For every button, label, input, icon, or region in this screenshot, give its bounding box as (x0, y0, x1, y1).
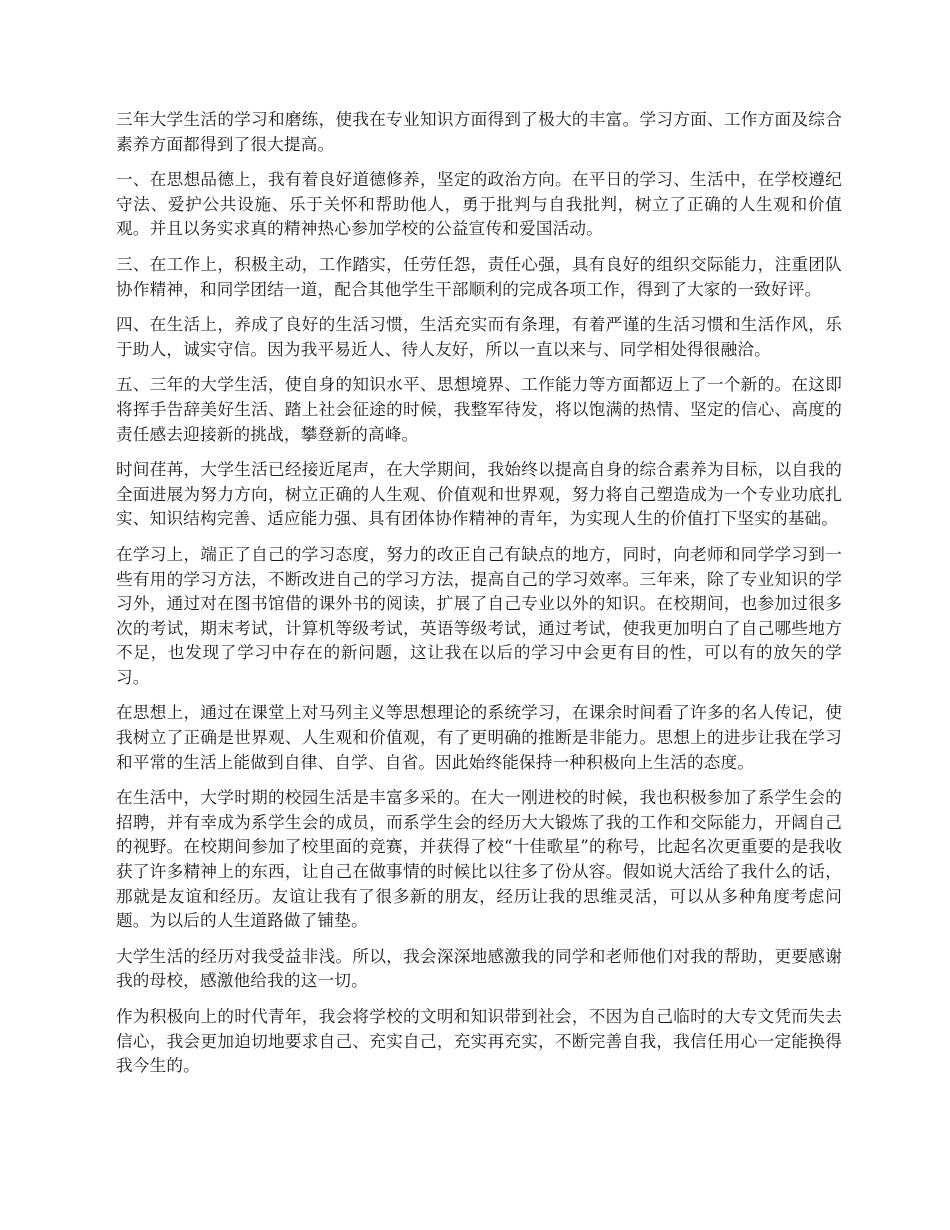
paragraph-work: 三、在工作上，积极主动，工作踏实，任劳任怨，责任心强，具有良好的组织交际能力，注重团队协作精神，和同学团结一道，配合其他学生干部顺利的完成各项工作，得到了大家的一致好评。 (116, 254, 842, 299)
paragraph-morality: 一、在思想品德上，我有着良好道德修养，坚定的政治方向。在平日的学习、生活中，在学校遵纪守法、爱护公共设施、乐于关怀和帮助他人，勇于批判与自我批判，树立了正确的人生观和价值观。并且以务实求真的精神热心参加学校的公益宣传和爱国活动。 (116, 170, 842, 239)
paragraph-life: 四、在生活上，养成了良好的生活习惯，生活充实而有条理，有着严谨的生活习惯和生活作风，乐于助人，诚实守信。因为我平易近人、待人友好，所以一直以来与、同学相处得很融洽。 (116, 315, 842, 359)
document-body (116, 108, 842, 1090)
paragraph-campus-life: 在生活中，大学时期的校园生活是丰富多采的。在大一刚进校的时候，我也积极参加了系学生会的招聘，并有幸成为系学生会的成员，而系学生会的经历大大锻炼了我的工作和交际能力，开阔自己的视野。在校期间参加了校里面的竞赛，并获得了校“十佳歌星”的称号，比起名次更重要的是我收获了许多精神上的东西，让自己在做事情的时候比以往多了份从容。假如说大活给了我什么的话，那就是友谊和经历。友谊让我有了很多新的朋友，经历让我的思维灵活，可以从多种角度考虑问题。为以后的人生道路做了铺垫。 (116, 788, 842, 931)
paragraph-gratitude: 大学生活的经历对我受益非浅。所以，我会深深地感激我的同学和老师他们对我的帮助，更要感谢我的母校，感激他给我的这一切。 (116, 946, 842, 991)
paragraph-time: 时间荏苒，大学生活已经接近尾声，在大学期间，我始终以提高自身的综合素养为目标，以自我的全面进展为努力方向，树立正确的人生观、价值观和世界观，努力将自己塑造成为一个专业功底扎实、知识结构完善、适应能力强、具有团体协作精神的青年，为实现人生的价值打下坚实的基础。 (116, 460, 842, 529)
paragraph-study: 在学习上，端正了自己的学习态度，努力的改正自己有缺点的地方，同时，向老师和同学学习到一些有用的学习方法，不断改进自己的学习方法，提高自己的学习效率。三年来，除了专业知识的学习外，通过对在图书馆借的课外书的阅读，扩展了自己专业以外的知识。在校期间，也参加过很多次的考试，期末考试，计算机等级考试，英语等级考试，通过考试，使我更加明白了自己哪些地方不足，也发现了学习中存在的新问题，这让我在以后的学习中会更有目的性，可以有的放矢的学习。 (116, 544, 842, 687)
paragraph-growth: 五、三年的大学生活，使自身的知识水平、思想境界、工作能力等方面都迈上了一个新的。在这即将挥手告辞美好生活、踏上社会征途的时候，我整军待发，将以饱满的热情、坚定的信心、高度的责任感去迎接新的挑战，攀登新的高峰。 (116, 375, 842, 444)
paragraph-closing: 作为积极向上的时代青年，我会将学校的文明和知识带到社会，不因为自己临时的大专文凭而失去信心，我会更加迫切地要求自己、充实自己，充实再充实，不断完善自我，我信任用心一定能换得我今生的。 (116, 1007, 842, 1076)
paragraph-intro: 三年大学生活的学习和磨练，使我在专业知识方面得到了极大的丰富。学习方面、工作方面及综合素养方面都得到了很大提高。 (116, 110, 842, 154)
paragraph-thought: 在思想上，通过在课堂上对马列主义等思想理论的系统学习，在课余时间看了许多的名人传记，使我树立了正确是世界观、人生观和价值观，有了更明确的推断是非能力。思想上的进步让我在学习和平常的生活上能做到自律、自学、自省。因此始终能保持一种积极向上生活的态度。 (116, 703, 842, 772)
